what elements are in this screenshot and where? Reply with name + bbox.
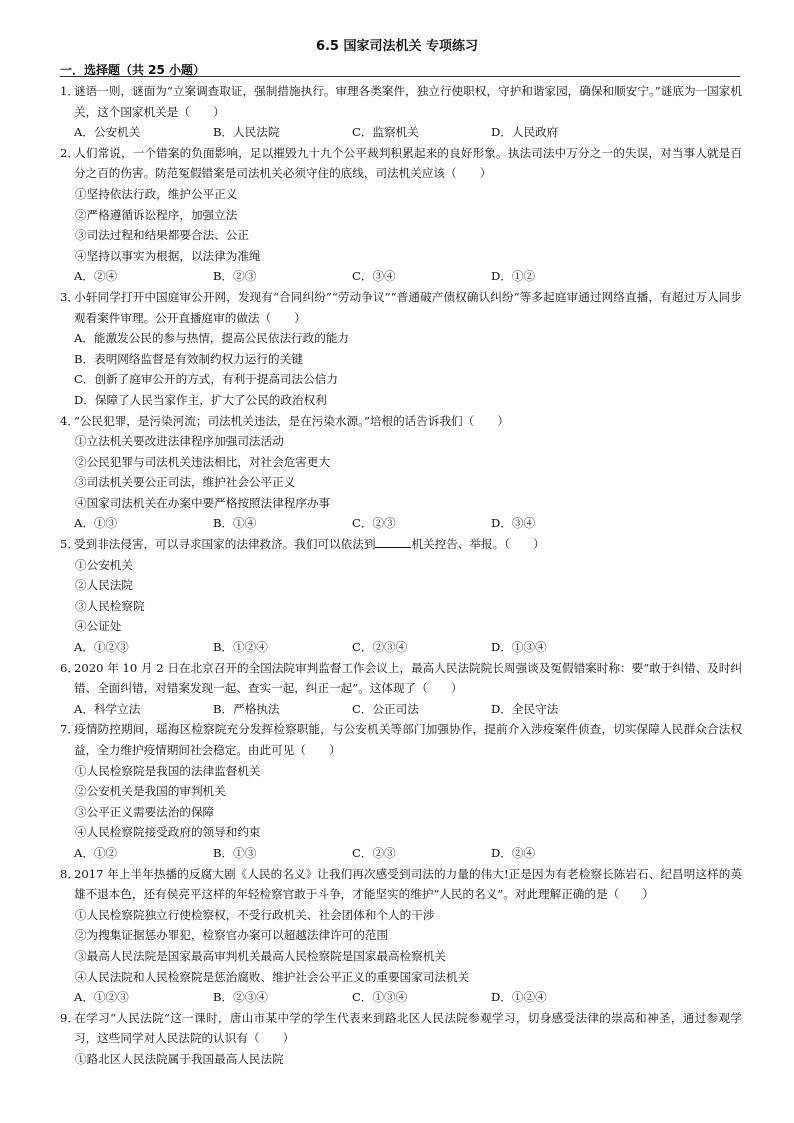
option-a[interactable]: A．能激发公民的参与热情，提高公民依法行政的能力 (74, 331, 350, 346)
option-d[interactable]: D．人民政府 (491, 125, 559, 140)
option-a[interactable]: A．科学立法 (74, 701, 141, 716)
statement: ④人民法院和人民检察院是惩治腐败、维护社会公平正义的重要国家司法机关 (75, 969, 470, 984)
statement: ①公安机关 (75, 557, 133, 572)
statement: ①人民检察院独立行使检察权，不受行政机关、社会团体和个人的干涉 (75, 907, 435, 922)
option-c[interactable]: C．③④ (352, 269, 396, 284)
question-stem (60, 864, 742, 905)
question-stem (60, 287, 742, 328)
statement: ③最高人民法院是国家最高审判机关最高人民检察院是国家最高检察机关 (75, 948, 447, 963)
option-d[interactable]: D．③④ (491, 516, 536, 531)
statement: ①人民检察院是我国的法律监督机关 (75, 763, 261, 778)
question-1 (60, 81, 742, 143)
question-stem (60, 719, 742, 760)
question-9 (60, 1008, 742, 1070)
option-d[interactable]: D．全民守法 (491, 701, 559, 716)
question-text-tail: 机关控告、举报。（ ） (411, 537, 545, 552)
question-text: 在学习“人民法院”这一课时，唐山市某中学的学生代表来到路北区人民法院参观学习，切身感受法律的崇高和神圣，通过参观学习，这些同学对人民法院的认识有（ ） (74, 1010, 742, 1046)
option-b[interactable]: B．②③ (213, 269, 257, 284)
statement: ④坚持以事实为根据，以法律为准绳 (75, 248, 261, 263)
option-b[interactable]: B．人民法院 (213, 125, 280, 140)
question-4 (60, 411, 742, 535)
question-list (60, 81, 742, 1070)
question-5 (60, 534, 742, 658)
question-stem (60, 534, 742, 555)
question-number: 4． (60, 413, 79, 428)
statement: ④公证处 (75, 619, 122, 634)
statement: ③公平正义需要法治的保障 (75, 804, 215, 819)
statement: ②为搜集证据惩办罪犯，检察官办案可以超越法律许可的范围 (75, 928, 389, 943)
question-text: 2017 年上半年热播的反腐大剧《人民的名义》让我们再次感受到司法的力量的伟大!正是因为有老检察长陈岩石、纪昌明这样的英雄不退本色，还有侯亮平这样的年轻检察官敢于斗争，才能坚实的维护“人民的名义”。对此理解正确的是（ ） (74, 866, 742, 902)
statement: ①立法机关要改进法律程序加强司法活动 (75, 434, 284, 449)
question-stem (60, 143, 742, 184)
option-a[interactable]: A．②④ (74, 269, 118, 284)
statement: ②严格遵循诉讼程序，加强立法 (75, 207, 238, 222)
question-number: 1． (60, 84, 79, 98)
option-a[interactable]: A．①③ (74, 516, 118, 531)
question-8 (60, 864, 742, 1008)
question-number: 2． (60, 145, 79, 160)
option-a[interactable]: A．①② (74, 845, 118, 860)
question-number: 3． (60, 289, 79, 304)
option-c[interactable]: C．②③ (352, 516, 396, 531)
option-row (60, 699, 742, 720)
option-d[interactable]: D．①②④ (491, 990, 547, 1005)
statement: ④人民检察院接受政府的领导和约束 (75, 825, 261, 840)
option-row (60, 637, 742, 658)
option-d[interactable]: D．①② (491, 269, 536, 284)
option-c[interactable]: C．②③④ (352, 640, 408, 655)
statement: ①路北区人民法院属于我国最高人民法院 (75, 1051, 284, 1066)
option-d[interactable]: D．②④ (491, 845, 536, 860)
question-text: 谜语一则，谜面为“立案调查取证，强制措施执行。审理各类案件，独立行使职权，守护和谐家园，确保和顺安宁。”谜底为一国家机关，这个国家机关是（ ） (74, 84, 742, 119)
question-2 (60, 143, 742, 287)
question-3 (60, 287, 742, 411)
question-text: “公民犯罪，是污染河流；司法机关违法，是在污染水源。”培根的话告诉我们（ ） (74, 413, 510, 428)
section-divider (60, 76, 740, 77)
question-number: 9． (60, 1010, 79, 1025)
statement: ③人民检察院 (75, 598, 145, 613)
option-a[interactable]: A．①②③ (74, 990, 129, 1005)
option-row (60, 513, 742, 534)
statement: ④国家司法机关在办案中要严格按照法律程序办事 (75, 495, 331, 510)
statement: ②公安机关是我国的审判机关 (75, 784, 226, 799)
question-text: 人们常说，一个错案的负面影响，足以摧毁九十九个公平裁判积累起来的良好形象。执法司法中万分之一的失误，对当事人就是百分之百的伤害。防范冤假错案是司法机关必须守住的底线，司法机关应该（ ） (74, 145, 742, 181)
question-number: 5． (60, 537, 79, 552)
option-c[interactable]: C．①③④ (352, 990, 408, 1005)
option-row (60, 843, 742, 864)
option-a[interactable]: A．①②③ (74, 640, 129, 655)
statement: ①坚持依法行政，维护公平正义 (75, 186, 238, 201)
option-c[interactable]: C．监察机关 (352, 125, 419, 140)
question-stem (60, 81, 742, 122)
question-text: 疫情防控期间，瑶海区检察院充分发挥检察职能，与公安机关等部门加强协作，提前介入涉疫案件侦查，切实保障人民群众合法权益，全力维护疫情期间社会稳定。由此可见（ ） (74, 722, 742, 757)
section-heading: 一．选择题（共 25 小题） (60, 63, 206, 77)
statement: ②人民法院 (75, 578, 133, 593)
option-b[interactable]: B．表明网络监督是有效制约权力运行的关键 (74, 351, 303, 366)
statement: ②公民犯罪与司法机关违法相比，对社会危害更大 (75, 454, 331, 469)
option-row (60, 122, 742, 143)
option-b[interactable]: B．②③④ (213, 990, 268, 1005)
question-7 (60, 719, 742, 863)
question-6 (60, 658, 742, 720)
option-c[interactable]: C．创新了庭审公开的方式，有利于提高司法公信力 (74, 372, 338, 387)
option-b[interactable]: B．①③ (213, 845, 257, 860)
fill-blank (375, 535, 411, 548)
document-title: 6.5 国家司法机关 专项练习 (315, 39, 479, 54)
question-stem (60, 411, 742, 432)
option-c[interactable]: C．②③ (352, 845, 396, 860)
question-text: 小轩同学打开中国庭审公开网，发现有“合同纠纷”“劳动争议”“普通破产债权确认纠纷”等多起庭审通过网络直播，有超过万人同步观看案件审理。公开直播庭审的做法（ ） (74, 289, 742, 325)
option-row (60, 987, 742, 1008)
question-number: 8． (60, 866, 79, 881)
question-number: 6． (60, 660, 79, 675)
statement: ③司法过程和结果都要合法、公正 (75, 228, 249, 243)
option-c[interactable]: C．公正司法 (352, 701, 419, 716)
option-d[interactable]: D．保障了人民当家作主，扩大了公民的政治权利 (74, 392, 327, 407)
option-b[interactable]: B．严格执法 (213, 701, 280, 716)
question-stem (60, 658, 742, 699)
statement: ③司法机关要公正司法，维护社会公平正义 (75, 475, 296, 490)
question-text: 2020 年 10 月 2 日在北京召开的全国法院审判监督工作会议上，最高人民法院院长周强谈及冤假错案时称：要“敢于纠错、及时纠错、全面纠错，对错案发现一起、查实一起，纠正一起”。这体现了（ ） (74, 660, 742, 696)
question-stem (60, 1008, 742, 1049)
option-row (60, 266, 742, 287)
question-number: 7． (60, 722, 79, 737)
option-b[interactable]: B．①②④ (213, 640, 268, 655)
option-a[interactable]: A．公安机关 (74, 125, 141, 140)
question-text: 受到非法侵害，可以寻求国家的法律救济。我们可以依法到 (74, 537, 376, 552)
option-d[interactable]: D．①③④ (491, 640, 547, 655)
option-b[interactable]: B．①④ (213, 516, 257, 531)
